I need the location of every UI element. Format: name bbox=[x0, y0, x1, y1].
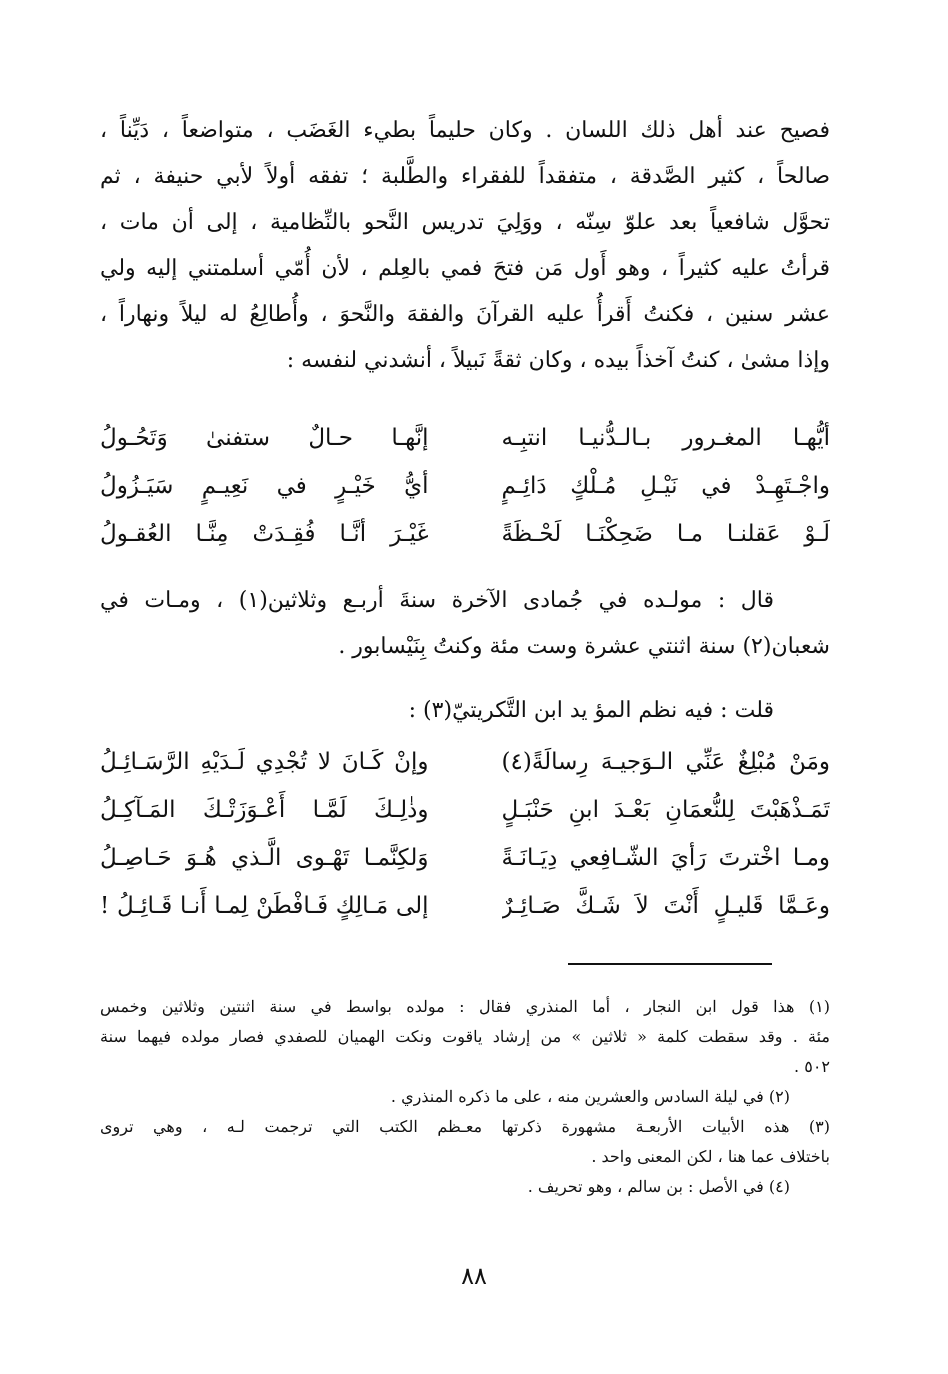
prose-line: قرأتُ عليه كثيراً ، وهو أَول مَن فتحَ فمي بالعِلم ، لأن أُمّي أسلمتني إليه ولي bbox=[100, 256, 830, 281]
verse-second-half: إنَّهـا حـالٌ ستفنىٰ وَتَحُـولُ bbox=[100, 425, 429, 451]
footnote-line: (٢) في ليلة السادس والعشرين منه ، على ما ذكره المنذري . bbox=[390, 1087, 790, 1106]
verse-row bbox=[100, 414, 830, 462]
verse-first-half: وعَـمَّا قَليـلٍ أَنْتَ لاَ شَـكَّ صَـائِـرٌ bbox=[501, 893, 830, 919]
prose-line: صالحاً ، كثير الصَّدقة ، متفقداً للفقراء والطَّلبة ؛ تفقه أولاً لأبي حنيفة ، ثم bbox=[100, 164, 830, 189]
verse-second-half: إلى مَـالِكٍ فَـافْطَنْ لِمـا أَنـا قَـائِـلُ ! bbox=[100, 893, 429, 919]
opening-paragraph bbox=[100, 108, 830, 384]
prose-line: فصيح عند أهل ذلك اللسان . وكان حليماً بطيء الغَضَب ، متواضعاً ، دَيِّناً ، bbox=[100, 118, 830, 143]
prose-line: قال : مولـده في جُمادى الآخرة سنةَ أربـع وثلاثين(١) ، ومـات في bbox=[100, 588, 774, 613]
verse-first-half: لَـوْ عَقلنـا مـا ضَحِكْنَـا لَحْـظَةً bbox=[501, 521, 830, 547]
prose-line: تحوَّل شافعياً بعد علوّ سِنّه ، ووَلِيَ تدريس النَّحو بالنِّظامية ، إلى أن مات ، bbox=[100, 210, 830, 235]
footnote-line: (٤) في الأصل : بن سالم ، وهو تحريف . bbox=[527, 1177, 790, 1196]
footnote-line: (١) هذا قول ابن النجار ، أما المنذري فقال : مولده بواسط في سنة اثنتين وثلاثين وخمس bbox=[100, 997, 830, 1016]
footnote-line: مئة . وقد سقطت كلمة « ثلاثين » من إرشاد ياقوت ونكت الهميان للصفدي فصار مولده فيهما سنة bbox=[100, 1027, 830, 1046]
prose-line: وإذا مشىٰ ، كنتُ آخذاً بيده ، وكان ثقةً نَبيلاً ، أنشدني لنفسه : bbox=[286, 348, 830, 373]
footnotes bbox=[100, 992, 830, 1202]
page-number: ٨٨ bbox=[461, 1262, 487, 1290]
verse-row bbox=[100, 738, 830, 786]
verse-row bbox=[100, 510, 830, 558]
verse-second-half: وَلكِنَّمـا تَهْـوى الَّـذي هُـوَ حَـاصِـلُ bbox=[100, 845, 429, 871]
birth-death-paragraph bbox=[100, 578, 830, 670]
verse-first-half: واجْـتَهِـدْ في نَيْـلِ مُـلْكٍ دَائِـمٍ bbox=[501, 473, 830, 499]
verse-row bbox=[100, 834, 830, 882]
verse-row bbox=[100, 882, 830, 930]
verse-second-half: وذٰلِـكَ لَمَّـا أَعْـوَزَتْـكَ المَـآكِـلُ bbox=[100, 797, 429, 823]
verse-first-half: ومـا اخْترتَ رَأيَ الشّـافِعي دِيَـانَـةً bbox=[501, 845, 830, 871]
qultu-paragraph bbox=[100, 688, 830, 734]
prose-line: شعبان(٢) سنة اثنتي عشرة وست مئة وكنتُ بِنَيْسابور . bbox=[338, 634, 830, 659]
footnote-divider bbox=[568, 963, 772, 965]
verse-second-half: غَيْـرَ أنَّـا فُقِـدَتْ مِنَّـا العُقـولُ bbox=[100, 521, 429, 547]
footnote-line: باختلاف عما هنا ، لكن المعنى واحد . bbox=[591, 1147, 830, 1166]
poem-second bbox=[100, 738, 830, 930]
footnote-line: ٥٠٢ . bbox=[794, 1057, 830, 1076]
verse-second-half: أيُّ خَيْـرٍ في نَعِيـمٍ سَيَـزُولُ bbox=[100, 473, 429, 499]
footnote-line: (٣) هذه الأبيات الأربعـة مشهورة ذكرتها معـظم الكتب التي ترجمت لـه ، وهي تروى bbox=[100, 1117, 830, 1136]
poem-first bbox=[100, 414, 830, 558]
verse-first-half: تَمَـذْهَبْتَ لِلنُّعمَانِ بَعْـدَ ابنِ حَنْبَـلٍ bbox=[501, 797, 830, 823]
verse-row bbox=[100, 786, 830, 834]
prose-line: قلت : فيه نظم المؤ يد ابن التَّكريتيّ(٣) : bbox=[408, 698, 774, 723]
verse-second-half: وإنْ كَـانَ لا تُجْدِي لَـدَيْهِ الرَّسَـائِـلُ bbox=[100, 749, 429, 775]
verse-first-half: ومَنْ مُبْلِغٌ عَنِّي الـوَجيـهَ رِسالَةً(٤) bbox=[501, 749, 830, 775]
verse-row bbox=[100, 462, 830, 510]
prose-line: عشر سنين ، فكنتُ أَقرأُ عليه القرآنَ والفقهَ والنَّحوَ ، وأُطالِعُ له ليلاً ونهاراً ، bbox=[100, 302, 830, 327]
verse-first-half: أيُّهـا المغـرور بـالـدُّنيـا انتبِـه bbox=[501, 425, 830, 451]
